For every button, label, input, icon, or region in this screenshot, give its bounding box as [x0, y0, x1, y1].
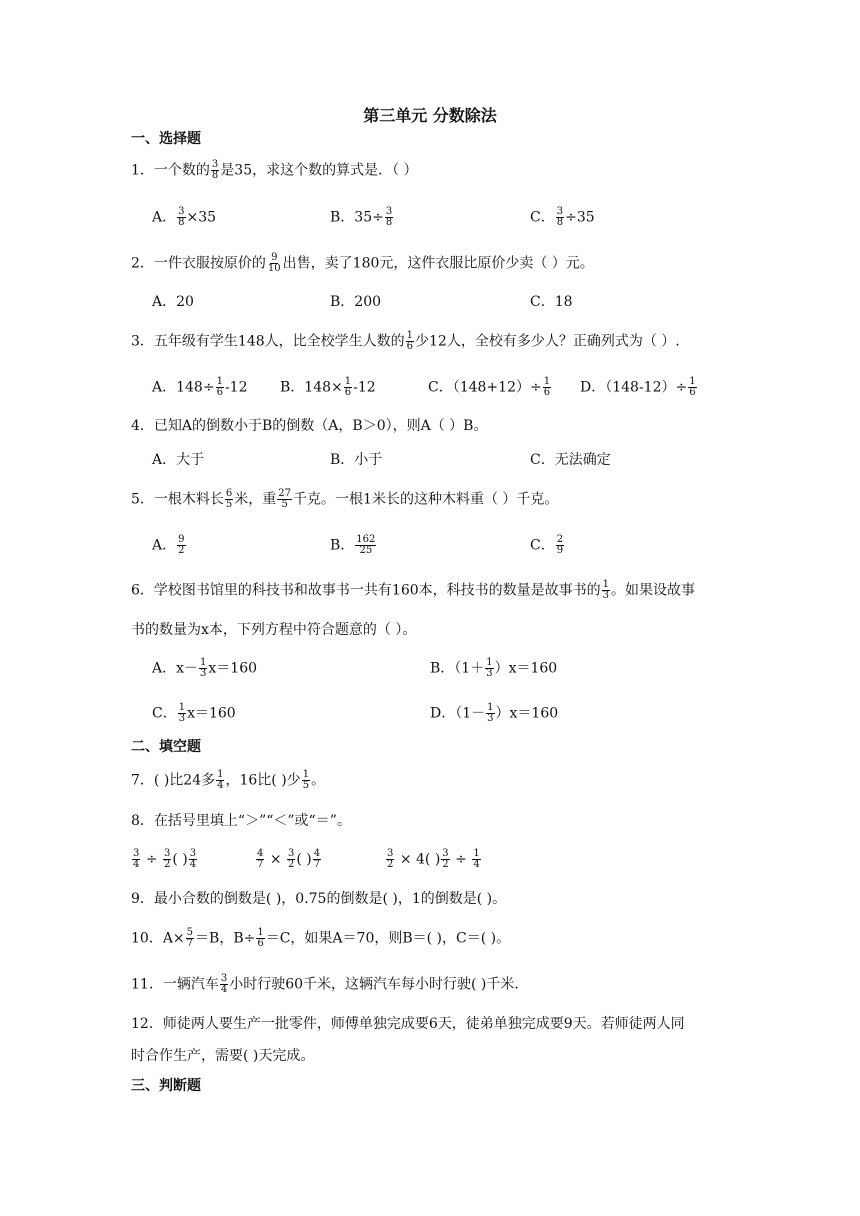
q3-option-b[interactable]: B．148× $\frac{1}{6}$ -12 — [280, 376, 376, 398]
q6-option-d[interactable]: D．（1－ $\frac{1}{3}$ ）x＝160 — [430, 702, 559, 724]
question-12-line-2[interactable]: 时合作生产，需要( )天完成。 — [131, 1048, 315, 1064]
fraction: $\frac{9}{10}$ — [267, 252, 281, 274]
question-5: 5．一根木料长 $\frac{6}{5}$ 米，重 $\frac{27}{5}$ 千克。一根1米长的这种木料重（ ）千克。 — [131, 488, 559, 510]
q1-text-post: 是35，求这个数的算式是．（ ） — [220, 162, 418, 179]
q5-option-a[interactable]: A． $\frac{9}{2}$ — [152, 534, 185, 556]
question-10[interactable]: 10．A× $\frac{5}{7}$ ＝B，B÷ $\frac{1}{6}$ ＝C，如果A＝70，则B＝( )，C＝( )。 — [131, 927, 511, 949]
section-heading-choice: 一、选择题 — [131, 131, 201, 147]
fraction: $\frac{1}{6}$ — [406, 330, 414, 352]
question-8: 8．在括号里填上“＞”“＜”或“＝”。 — [131, 813, 351, 829]
q5-option-b[interactable]: B． $\frac{162}{25}$ — [330, 534, 376, 556]
q1-text-pre: 1．一个数的 — [131, 162, 210, 179]
question-7: 7．( )比24多 $\frac{1}{4}$ ，16比( )少 $\frac{1}{5}$ 。 — [131, 769, 326, 791]
fraction: $\frac{3}{4}$ — [220, 973, 228, 995]
question-9[interactable]: 9．最小合数的倒数是( )，0.75的倒数是( )，1的倒数是( )。 — [131, 891, 507, 907]
question-12-line-1: 12．师徒两人要生产一批零件，师傅单独完成要6天，徒弟单独完成要9天。若师徒两人同 — [131, 1016, 685, 1032]
fraction: $\frac{3}{8}$ — [211, 159, 219, 181]
q8-expression-3[interactable]: $\frac{3}{2}$ × 4( ) $\frac{3}{2}$ ÷ $\frac{1}{4}$ — [387, 848, 480, 870]
question-3: 3．五年级有学生148人，比全校学生人数的 $\frac{1}{6}$ 少12人，全校有多少人？正确列式为（ ）. — [131, 330, 680, 352]
q5-option-c[interactable]: C． $\frac{2}{9}$ — [530, 534, 564, 556]
question-1 — [131, 160, 418, 181]
question-11[interactable]: 11．一辆汽车 $\frac{3}{4}$ 小时行驶60千米，这辆汽车每小时行驶( )千米． — [131, 973, 529, 995]
q2-option-c[interactable]: C．18 — [530, 294, 573, 310]
fraction: $\frac{1}{3}$ — [602, 579, 610, 601]
question-4: 4．已知A的倒数小于B的倒数（A，B＞0），则A（ ）B。 — [131, 418, 488, 434]
section-heading-judge: 三、判断题 — [131, 1078, 201, 1094]
question-6-line-1: 6．学校图书馆里的科技书和故事书一共有160本，科技书的数量是故事书的 $\frac{1}{3}$ 。如果设故事 — [131, 579, 696, 601]
q3-option-d[interactable]: D．（148-12）÷ $\frac{1}{6}$ — [580, 376, 696, 398]
q3-option-a[interactable]: A．148÷ $\frac{1}{6}$ -12 — [152, 376, 248, 398]
section-heading-fill: 二、填空题 — [131, 739, 201, 755]
q4-option-c[interactable]: C．无法确定 — [530, 452, 611, 468]
q8-expression-2[interactable]: $\frac{4}{7}$ × $\frac{3}{2}$ ( ) $\frac{4}{7}$ — [257, 848, 321, 870]
q1-option-c[interactable]: C． $\frac{3}{8}$ ÷35 — [530, 206, 595, 228]
q2-option-b[interactable]: B．200 — [330, 294, 382, 310]
fraction: $\frac{1}{6}$ — [257, 927, 264, 949]
q4-option-b[interactable]: B．小于 — [330, 452, 383, 468]
q6-option-a[interactable]: A．x－ $\frac{1}{3}$ x＝160 — [152, 657, 258, 679]
question-6-line-2: 书的数量为x本，下列方程中符合题意的（ ）。 — [131, 622, 417, 638]
page-title: 第三单元 分数除法 — [363, 106, 497, 125]
q3-option-c[interactable]: C．（148+12）÷ $\frac{1}{6}$ — [428, 376, 551, 398]
question-2: 2．一件衣服按原价的 $\frac{9}{10}$ 出售，卖了180元，这件衣服比原价少卖（ ）元。 — [131, 252, 594, 274]
q8-expression-1[interactable]: $\frac{3}{4}$ ÷ $\frac{3}{2}$ ( ) $\frac{3}{4}$ — [133, 848, 197, 870]
q2-option-a[interactable]: A．20 — [152, 294, 194, 310]
fraction: $\frac{1}{4}$ — [217, 769, 224, 791]
fraction: $\frac{1}{5}$ — [302, 769, 310, 791]
fraction: $\frac{6}{5}$ — [225, 488, 233, 510]
q1-option-b[interactable]: B．35÷ $\frac{3}{8}$ — [330, 206, 393, 228]
q1-option-a[interactable]: A． $\frac{3}{8}$ ×35 — [152, 206, 217, 228]
fraction: $\frac{27}{5}$ — [278, 488, 292, 510]
fraction: $\frac{5}{7}$ — [186, 927, 194, 949]
q6-option-b[interactable]: B．（1＋ $\frac{1}{3}$ ）x＝160 — [430, 657, 558, 679]
q6-option-c[interactable]: C． $\frac{1}{3}$ x＝160 — [152, 702, 236, 724]
q4-option-a[interactable]: A．大于 — [152, 452, 205, 468]
